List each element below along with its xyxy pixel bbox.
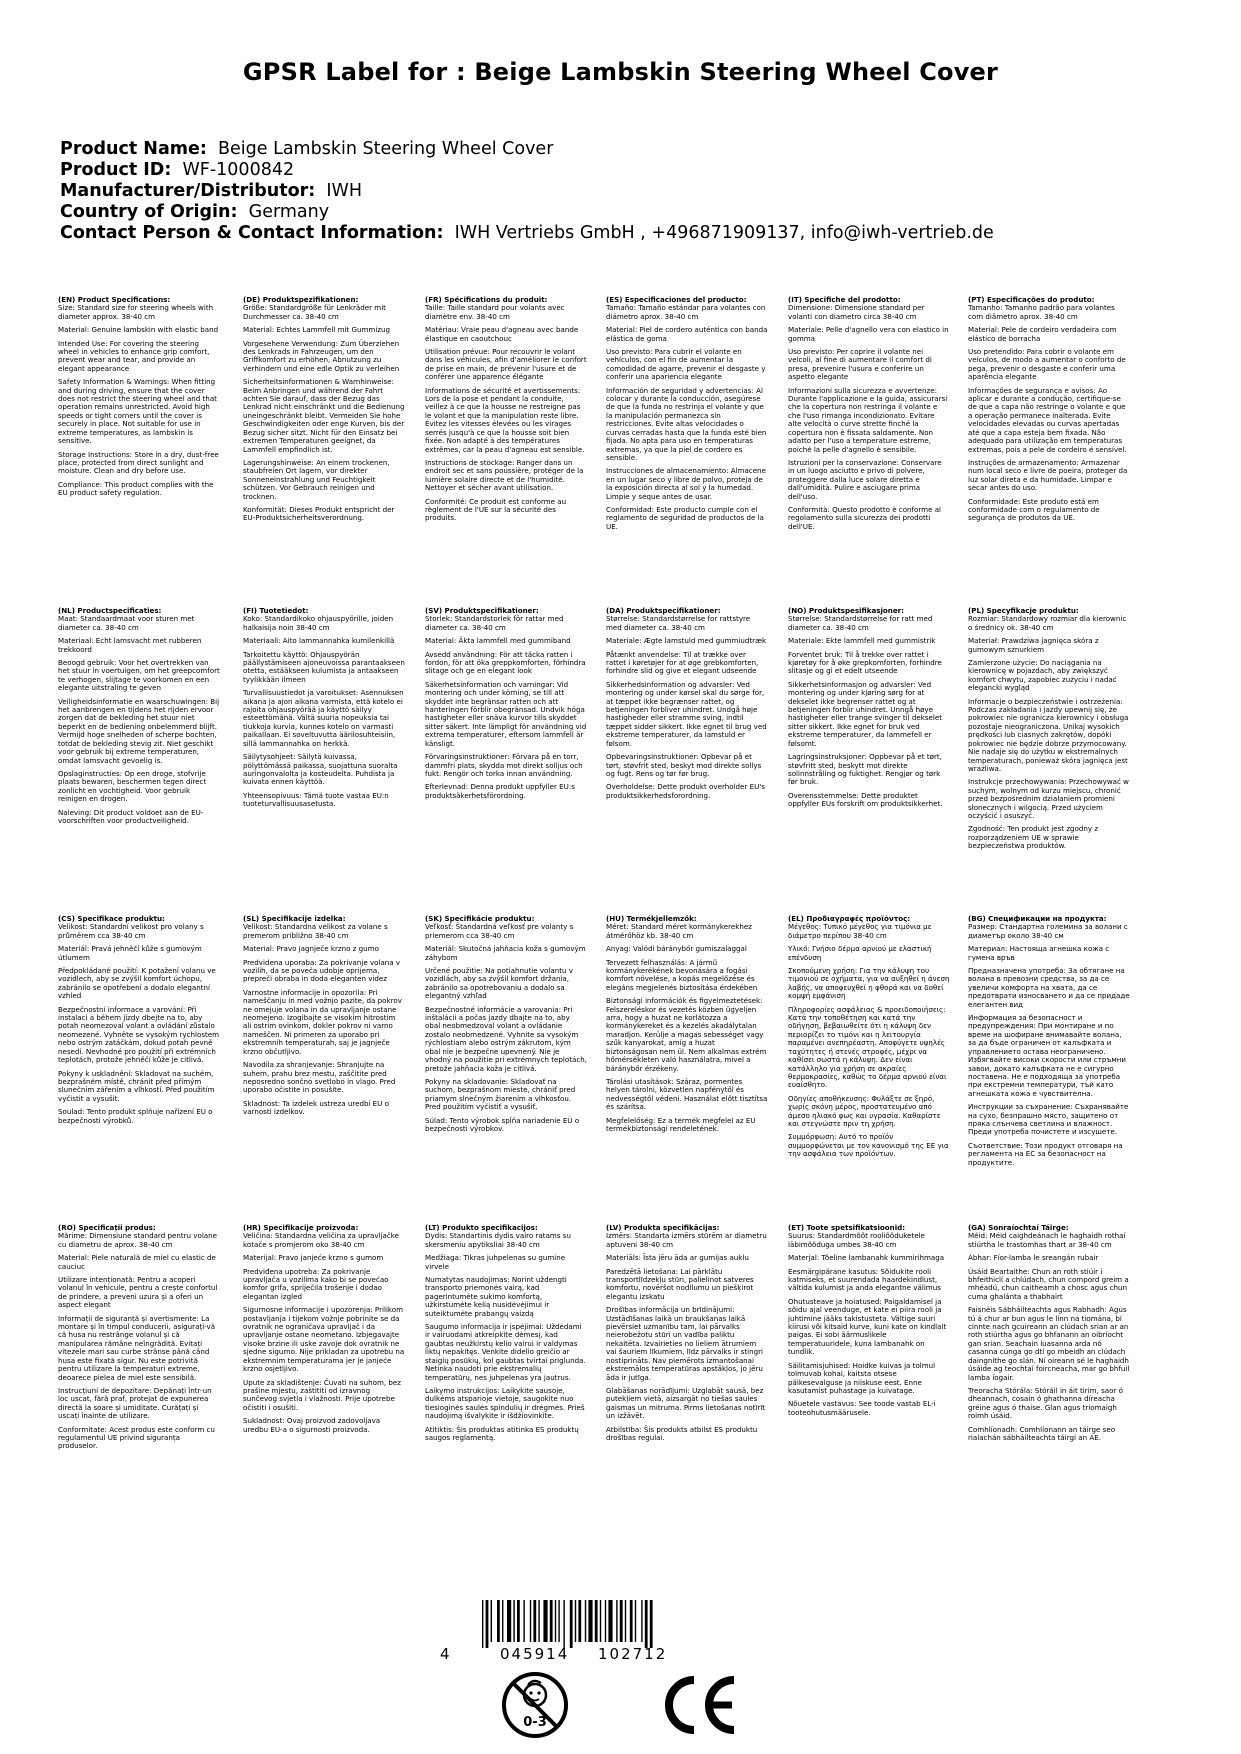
spec-paragraph: Eesmärgipärane kasutus: Sõidukite rooli katmiseks, et suurendada haardekindlust, vältida kulumist ja anda elegantne välimus bbox=[788, 1266, 941, 1293]
spec-paragraph: Instruções de armazenamento: Armazenar num local seco e livre de poeira, proteger da luz solar direta e da humidade. Limpar e secar antes do uso. bbox=[968, 457, 1128, 493]
spec-block-heading: (DE) Produktspezifikationen: bbox=[243, 296, 359, 304]
spec-paragraph: Materijal: Pravo janjeće krzno s gumom bbox=[243, 1253, 384, 1263]
spec-paragraph: Conformidade: Este produto está em conformidade com o regulamento de segurança de produtos da UE. bbox=[968, 496, 1100, 523]
spec-paragraph: Informazioni sulla sicurezza e avvertenze: Durante l'applicazione e la guida, assicurarsi che la copertura non restringa il volante e che l'uso rimanga incondizionato. Evitare alte velocità o curve strette finché la copertura non è fissata saldamente. Non adatto per l'uso a temperature estreme, poiché la pelle d'agnello è sensibile. bbox=[788, 385, 948, 454]
spec-paragraph: Tamanho: Tamanho padrão para volantes com diâmetro aprox. 38-40 cm bbox=[968, 303, 1115, 321]
spec-paragraph: Materiale: Pelle d'agnello vera con elastico in gomma bbox=[788, 325, 949, 343]
spec-paragraph: Storlek: Standardstorlek för rattar med diameter ca. 38-40 cm bbox=[425, 614, 564, 632]
spec-block bbox=[58, 607, 220, 830]
spec-paragraph: Soulad: Tento produkt splňuje nařízení EU o bezpečnosti výrobků. bbox=[58, 1107, 213, 1125]
spec-paragraph: Bezpečnostní informace a varování: Při instalaci a během jízdy dbejte na to, aby potah neomezoval volant a ovládání zůstalo neomezené. Vyhněte se vysokým rychlostem nebo ostrým zatáčkám, dokud potah pevně nesedí. Nevhodné pro použití při extrémních teplotách, protože jehněčí kůže je citlivá. bbox=[58, 1004, 220, 1065]
barcode-digit-prefix: 4 bbox=[440, 1645, 450, 1663]
spec-block bbox=[58, 915, 220, 1130]
spec-paragraph: Uso previsto: Para cubrir el volante en vehículos, con el fin de aumentar la comodidad de agarre, prevenir el desgaste y conferir una apariencia elegante bbox=[606, 347, 766, 382]
spec-paragraph: Informații de siguranță și avertismente: La montare și în timpul conducerii, asigurați-vă că husa nu restrânge volanul și că manipularea rămâne neîngrădită. Evitați vitezele mari sau curbe strânse până când husa este fixată sigur. Nu este potrivită pentru utilizare la temperaturi extreme, deoarece pielea de miel este sensibilă. bbox=[58, 1313, 216, 1382]
spec-paragraph: Comhlíonadh: Comhlíonann an táirge seo rialachán sábháilteachta táirgí an AE. bbox=[968, 1424, 1116, 1442]
spec-block-heading: (FI) Tuotetiedot: bbox=[243, 607, 309, 615]
spec-paragraph: Beoogd gebruik: Voor het overtrekken van het stuur in voertuigen, om het greepcomfort te verhogen, slijtage te voorkomen en een elegante uitstraling te geven bbox=[58, 658, 220, 693]
spec-paragraph: Storage Instructions: Store in a dry, dust-free place, protected from direct sunlight and moisture. Clean and dry before use. bbox=[58, 449, 219, 476]
spec-paragraph: Dimensione: Dimensione standard per volanti con diametro circa 38-40 cm bbox=[788, 303, 925, 321]
spec-paragraph: Varnostne informacije in opozorila: Pri nameščanju in med vožnjo pazite, da pokrov ne omejuje volana in da upravljanje ostane neomejeno. Izogibajte se visokim hitrostim ali ostrim ovinkom, dokler pokrov ni varno nameščen. Ni primeren za uporabo pri ekstremnih temperaturah, saj je jagnječe krzno občutljivo. bbox=[243, 987, 402, 1056]
spec-block bbox=[968, 1224, 1130, 1447]
spec-block-heading: (SV) Produktspecifikationer: bbox=[425, 607, 539, 615]
spec-paragraph: Instructions de stockage: Ranger dans un endroit sec et sans poussière, protéger de la lumière solaire directe et de l'humidité. Nettoyer et sécher avant utilisation. bbox=[425, 457, 584, 493]
spec-paragraph: Υλικό: Γνήσιο δέρμα αρνιού με ελαστική επένδυση bbox=[788, 944, 932, 962]
spec-paragraph: Información de seguridad y advertencias: Al colocar y durante la conducción, asegúrese de que la funda no restrinja el volante y que la manipulación permanezca sin restricciones. Evite altas velocidades o curvas cerradas hasta que la funda esté bien fijada. No apta para uso en temperaturas extremas, ya que la piel de cordero es sensible. bbox=[606, 385, 767, 462]
spec-block bbox=[968, 915, 1130, 1172]
spec-paragraph: Opslaginstructies: Op een droge, stofvrije plaats bewaren, beschermen tegen direct zonlicht en vochtigheid. Voor gebruik reinigen en drogen. bbox=[58, 768, 207, 804]
contact-row: Contact Person & Contact Information: IWH Vertriebs GmbH , +496871909137, info@iwh-vertrieb.de bbox=[60, 223, 994, 243]
spec-paragraph: Istruzioni per la conservazione: Conservare in un luogo asciutto e privo di polvere, proteggere dalla luce solare diretta e dall'umidità. Pulire e asciugare prima dell'uso. bbox=[788, 457, 942, 501]
spec-paragraph: Určené použitie: Na potiahnutie volantu v vozidlách, aby sa zvýšil komfort držania, zabránilo sa opotrebovaniu a dodalo sa elegantný vzhľad bbox=[425, 966, 573, 1001]
spec-paragraph: Veiligheidsinformatie en waarschuwingen: Bij het aanbrengen en tijdens het rijden ervoor zorgen dat de bekleding het stuur niet beperkt en de bediening onbelemmerd blijft. Vermijd hoge snelheden of scherpe bochten, totdat de bekleding stevig zit. Niet geschikt voor gebruik bij extreme temperaturen, omdat lamsvacht gevoelig is. bbox=[58, 696, 220, 765]
spec-paragraph: Οδηγίες αποθήκευσης: Φυλάξτε σε ξηρό, χωρίς σκόνη μέρος, προστατευμένο από άμεσο ηλιακό φως και υγρασία. Καθαρίστε και στεγνώστε πριν τη χρήση. bbox=[788, 1093, 941, 1128]
spec-paragraph: Σκοπούμενη χρήση: Για την κάλυψη του τιμονιού σε οχήματα, για να αυξηθεί η άνεση λαβής, να αποφευχθεί η φθορά και να δοθεί κομψή εμφάνιση bbox=[788, 966, 950, 1001]
spec-paragraph: Πληροφορίες ασφάλειας & προειδοποιήσεις: Κατά την τοποθέτηση και κατά την οδήγηση, βεβαιωθείτε ότι η κάλυψη δεν περιορίζει το τιμόνι και η λειτουργία παραμένει ανεπηρέαστη. Αποφύγετε υψηλές ταχύτητες ή στενές στροφές, μέχρι να καθίσει σωστά η κάλυψη. Δεν είναι κατάλληλο για χρήση σε ακραίες θερμοκρασίες, καθώς το δέρμα αρνιού είναι ευαίσθητο. bbox=[788, 1004, 947, 1090]
spec-block-heading: (LT) Produkto specifikacijos: bbox=[425, 1224, 538, 1232]
spec-paragraph: Paredzētā lietošana: Lai pārklātu transportlīdzekļu stūri, palielinot satveres komfortu, novēršot nodilumu un piešķirot elegantu izskatu bbox=[606, 1266, 754, 1301]
age-warning-icon bbox=[500, 1668, 570, 1743]
spec-block-heading: (EL) Προδιαγραφές προϊόντος: bbox=[788, 915, 911, 923]
spec-paragraph: Material: Genuine lambskin with elastic band bbox=[58, 325, 219, 335]
spec-paragraph: Instrucțiuni de depozitare: Depănați într-un loc uscat, fără praf, protejat de expunerea directă la soare și umiditate. Curățați și uscați înainte de utilizare. bbox=[58, 1385, 212, 1421]
spec-paragraph: Úsáid Beartaithe: Chun an roth stiúir i bhfeithiclí a chlúdach, chun compord greim a mhéadú, chun caitheamh a chosc agus chun cuma ghalánta a thabhairt bbox=[968, 1266, 1129, 1301]
spec-paragraph: Sigurnosne informacije i upozorenja: Prilikom postavljanja i tijekom vožnje pobrinite se da ovratnik ne ograničava upravljač i da upravljanje ostane neometano. Izbjegavajte visoke brzine ili uske zavoje dok ovratnik ne sjedne sigurno. Nije prikladan za upotrebu na ekstremnim temperaturama jer je janjeće krzno osjetljivo. bbox=[243, 1305, 405, 1374]
spec-block bbox=[606, 1224, 768, 1447]
spec-paragraph: Materiāls: Īsta jēru āda ar gumijas auklu bbox=[606, 1253, 749, 1263]
spec-block-heading: (RO) Specificații produs: bbox=[58, 1224, 156, 1232]
spec-block bbox=[968, 607, 1130, 856]
spec-paragraph: Instrucciones de almacenamiento: Almacene en un lugar seco y libre de polvo, proteja de la exposición directa al sol y la humedad. Limpie y seque antes de usar. bbox=[606, 466, 766, 501]
spec-block-heading: (SL) Specifikacije izdelka: bbox=[243, 915, 346, 923]
spec-block-heading: (BG) Спецификации на продукта: bbox=[968, 915, 1107, 923]
ce-mark-icon bbox=[660, 1668, 740, 1743]
spec-block bbox=[58, 296, 220, 503]
spec-paragraph: Veľkosť: Štandardná veľkosť pre volanty s priemerom cca 38-40 cm bbox=[425, 922, 574, 940]
spec-block-heading: (IT) Specifiche del prodotto: bbox=[788, 296, 901, 304]
spec-paragraph: Material: Echtes Lammfell mit Gummizug bbox=[243, 325, 391, 335]
spec-paragraph: Overholdelse: Dette produkt overholder EU's produktsikkerhedsforordning. bbox=[606, 782, 765, 800]
spec-block-heading: (NO) Produktspesifikasjoner: bbox=[788, 607, 904, 615]
spec-paragraph: Material: Äkta lammfell med gummiband bbox=[425, 636, 571, 646]
spec-paragraph: Biztonsági információk és figyelmeztetések: Felszereléskor és vezetés közben ügyeljen arra, hogy a huzat ne korlátozza a kormánykereket és a kezelés akadálytalan maradjon. Kerülje a magas sebességet vagy szűk kanyarokat, amíg a huzat biztonságosan nem ül. Nem alkalmas extrém hőmérsékleten való használatra, mivel a báránybőr érzékeny. bbox=[606, 996, 767, 1073]
spec-paragraph: Материал: Настояща агнешка кожа с гумена връв bbox=[968, 944, 1110, 962]
spec-block-heading: (LV) Produkta specifikācijas: bbox=[606, 1224, 720, 1232]
spec-paragraph: Conformité: Ce produit est conforme au règlement de l'UE sur la sécurité des produits. bbox=[425, 496, 567, 523]
spec-block-heading: (FR) Spécifications du produit: bbox=[425, 296, 548, 304]
spec-paragraph: Rozmiar: Standardowy rozmiar dla kierownic o średnicy ok. 38-40 cm bbox=[968, 614, 1127, 632]
spec-paragraph: Megfelelőség: Ez a termék megfelel az EU termékbiztonsági rendeletének. bbox=[606, 1115, 756, 1133]
spec-paragraph: Informations de sécurité et avertissements: Lors de la pose et pendant la conduite, veillez à ce que la housse ne restreigne pas le volant et que la manipulation reste libre. Évitez les vitesses élevées ou les virages serrés jusqu'à ce que la housse soit bien fixée. Non adapté à des températures extrêmes, car la peau d'agneau est sensible. bbox=[425, 385, 585, 454]
spec-paragraph: Materiale: Ekte lammfell med gummistrik bbox=[788, 636, 936, 646]
spec-paragraph: Navodila za shranjevanje: Shranjujte na suhem, prahu brez mestu, zaščitite pred neposredno sončno svetlobo in vlago. Pred uporabo očistite in posušite. bbox=[243, 1060, 396, 1095]
spec-paragraph: Размер: Стандартна големина за волани с диаметър около 38-40 см bbox=[968, 922, 1128, 940]
spec-paragraph: Lagerungshinweise: An einem trockenen, staubfreien Ort lagern, vor direkter Sonneneinstrahlung und Feuchtigkeit schützen. Vor Gebrauch reinigen und trocknen. bbox=[243, 457, 390, 501]
barcode-digits-left: 045914 bbox=[500, 1645, 570, 1663]
spec-paragraph: Maat: Standaardmaat voor sturen met diameter ca. 38-40 cm bbox=[58, 614, 195, 632]
spec-block-heading: (CS) Specifikace produktu: bbox=[58, 915, 165, 923]
spec-paragraph: Størrelse: Standardstørrelse for rattstyre med diameter ca. 38-40 cm bbox=[606, 614, 751, 632]
spec-paragraph: Velikost: Standardní velikost pro volany s průměrem cca 38-40 cm bbox=[58, 922, 204, 940]
spec-paragraph: Sicherheitsinformationen & Warnhinweise: Beim Anbringen und während der Fahrt achten Sie darauf, dass der Bezug das Lenkrad nicht einschränkt und die Bedienung uneingeschränkt bleibt. Vermeiden Sie hohe Geschwindigkeiten oder enge Kurven, bis der Bezug sicher sitzt. Nicht für den Einsatz bei extremen Temperaturen geeignet, da Lammfell empfindlich ist. bbox=[243, 377, 405, 454]
spec-paragraph: Safety Information & Warnings: When fitting and during driving, ensure that the cover does not restrict the steering wheel and that operation remains unrestricted. Avoid high speeds or tight corners until the cover is securely in place. Not suitable for use in extreme temperatures, as lambskin is sensitive. bbox=[58, 377, 217, 446]
spec-paragraph: Compliance: This product complies with the EU product safety regulation. bbox=[58, 479, 214, 498]
spec-paragraph: Conformitate: Acest produs este conform cu regulamentul UE privind siguranța produselor. bbox=[58, 1424, 215, 1451]
product-name-row: Product Name: Beige Lambskin Steering Wheel Cover bbox=[60, 139, 554, 159]
barcode bbox=[480, 1600, 690, 1648]
spec-paragraph: Matériau: Vraie peau d'agneau avec bande élastique en caoutchouc bbox=[425, 325, 579, 343]
spec-paragraph: Avsedd användning: För att täcka ratten i fordon, för att öka greppkomforten, förhindra slitage och ge en elegant look bbox=[425, 649, 586, 676]
spec-block bbox=[968, 296, 1130, 528]
spec-paragraph: Utilisation prévue: Pour recouvrir le volant dans les véhicules, afin d'améliorer le confort de prise en main, de prévenir l'usure et de conférer une apparence élégante bbox=[425, 347, 587, 382]
spec-paragraph: Upute za skladištenje: Čuvati na suhom, bez prašine mjestu, zaštititi od izravnog sunčevog svjetla i vlažnosti. Prije upotrebe očistiti i osušiti. bbox=[243, 1377, 401, 1412]
spec-paragraph: Zamierzone użycie: Do naciągania na kierownicę w pojazdach, aby zwiększyć komfort chwytu, zapobiec zużyciu i nadać elegancki wygląd bbox=[968, 658, 1117, 693]
spec-paragraph: Méid: Méid caighdeánach le haghaidh rothaí stiúrtha le trastomhas thart ar 38-40 cm bbox=[968, 1231, 1126, 1249]
spec-paragraph: Nõuetele vastavus: See toode vastab EL-i tooteohutusmäärusele. bbox=[788, 1399, 936, 1417]
spec-paragraph: Opbevaringsinstruktioner: Opbevar på et tørt, støvfrit sted, beskyt mod direkte sollys og fugt. Rens og tør før brug. bbox=[606, 752, 762, 778]
spec-block-heading: (GA) Sonraíochtaí Táirge: bbox=[968, 1224, 1069, 1232]
spec-paragraph: Suurus: Standardmõõt rooliõõduketele läbimõõduga umbes 38-40 cm bbox=[788, 1231, 925, 1249]
spec-paragraph: Bezpečnostné informácie a varovania: Pri inštalácii a počas jazdy dbajte na to, aby obal neobmedzoval volant a ovládanie zostalo neobmedzené. Vyhnite sa vysokým rýchlostiam alebo ostrým zákrutom, kým obal nie je bezpečne upevnený. Nie je vhodný na použitie pri extrémnych teplotách, pretože jahňacia koža je citlivá. bbox=[425, 1004, 587, 1073]
spec-block bbox=[425, 1224, 587, 1447]
spec-paragraph: Overensstemmelse: Dette produktet oppfyller EUs forskrift om produktsikkerhet. bbox=[788, 790, 943, 809]
spec-block bbox=[788, 296, 950, 536]
spec-block-heading: (ES) Especificaciones del producto: bbox=[606, 296, 747, 304]
spec-paragraph: Förvaringsinstruktioner: Förvara på en torr, dammfri plats, skydda mot direkt solljus och fukt. Rengör och torka innan användning. bbox=[425, 752, 583, 778]
spec-paragraph: Säkerhetsinformation och varningar: Vid montering och under körning, se till att skyddet inte begränsar ratten och att hanteringen förblir obegränsad. Undvik höga hastigheter eller snäva kurvor tills skyddet sitter säkert. Inte lämpligt för användning vid extrema temperaturer, eftersom lammfell är känsligt. bbox=[425, 679, 587, 748]
spec-paragraph: Súlad: Tento výrobok spĺňa nariadenie EÚ o bezpečnosti výrobkov. bbox=[425, 1115, 580, 1133]
spec-paragraph: Informações de segurança e avisos: Ao aplicar e durante a condução, certifique-se de que a capa não restringe o volante e que a operação permanece inalterada. Evite velocidades elevadas ou curvas apertadas até que a capa esteja bem fixada. Não adequado para utilização em temperaturas extremas, pois a pele de cordeiro é sensível. bbox=[968, 385, 1127, 454]
spec-paragraph: Tamaño: Tamaño estándar para volantes con diámetro aprox. 38-40 cm bbox=[606, 303, 766, 321]
spec-paragraph: Materiał: Prawdziwa jagnięca skóra z gumowym sznurkiem bbox=[968, 636, 1099, 654]
spec-paragraph: Lagringsinstruksjoner: Oppbevar på et tørt, støvfritt sted, beskytt mot direkte solinnstråling og fuktighet. Rengjør og tørk før bruk. bbox=[788, 752, 942, 787]
spec-paragraph: Efterlevnad: Denna produkt uppfyller EU:s produktsäkerhetsförordning. bbox=[425, 782, 575, 800]
spec-paragraph: Faisnéis Sábháilteachta agus Rabhadh: Agus tú á chur ar bun agus le linn na tiomána, bí cinnte nach gcuireann an clúdach srian ar an roth stiúrtha agus go bhfanann an oibríocht gan srian. Seachain luasanna arda nó casanna cúnga go dtí go mbeidh an clúdach daingnithe go slán. Ní oireann sé le haghaidh úsáide ag teochtaí foircneacha, mar go bhfuil lamba íogair. bbox=[968, 1305, 1130, 1382]
spec-paragraph: Yhteensopivuus: Tämä tuote vastaa EU:n tuoteturvallisuusasetusta. bbox=[243, 790, 389, 809]
spec-paragraph: Materiaal: Echt lamsvacht met rubberen trekkoord bbox=[58, 636, 202, 654]
spec-block-heading: (PT) Especificações do produto: bbox=[968, 296, 1095, 304]
spec-paragraph: Utilizare intenționată: Pentru a acoperi volanul în vehicule, pentru a crește confortul de prindere, a preveni uzura și a oferi un aspect elegant bbox=[58, 1275, 218, 1310]
spec-paragraph: Съответствие: Този продукт отговаря на регламента на ЕС за безопасност на продуктите. bbox=[968, 1140, 1123, 1167]
spec-paragraph: Materjal: Tõeline lambanahk kummirihmaga bbox=[788, 1253, 945, 1263]
spec-paragraph: Glabāšanas norādījumi: Uzglabāt sausā, bez putekļiem vietā, aizsargāt no tiešas saules gaismas un mitruma. Pirms lietošanas notīrīt un izžāvēt. bbox=[606, 1385, 766, 1421]
spec-paragraph: Materiale: Ægte lamstuld med gummiudtræk bbox=[606, 636, 767, 646]
spec-paragraph: Anyag: Valódi báránybőr gumiszalaggal bbox=[606, 944, 747, 954]
page-title: GPSR Label for : Beige Lambskin Steering Wheel Cover bbox=[242, 58, 999, 86]
spec-block-heading: (NL) Productspecificaties: bbox=[58, 607, 162, 615]
spec-block-heading: (ET) Toote spetsifikatsioonid: bbox=[788, 1224, 906, 1232]
spec-block bbox=[788, 915, 950, 1164]
spec-paragraph: Instrukcje przechowywania: Przechowywać w suchym, wolnym od kurzu miejscu, chronić przed bezpośrednim działaniem promieni słonecznych i wilgocią. Przed użyciem oczyścić i osuszyć. bbox=[968, 777, 1129, 820]
spec-paragraph: Sikkerhetsinformasjon og advarsler: Ved montering og under kjøring sørg for at dekselet ikke begrenser rattet og at betjeningen forblir uhindret. Unngå høye hastigheter eller trange svinger til dekselet sitter sikkert. Ikke egnet for bruk ved ekstreme temperaturer, da lammefell er følsomt. bbox=[788, 679, 943, 748]
barcode-digits-right: 102712 bbox=[598, 1645, 668, 1663]
spec-paragraph: Intended Use: For covering the steering wheel in vehicles to enhance grip comfort, prevent wear and tear, and provide an elegant appearance bbox=[58, 338, 210, 373]
spec-paragraph: Информация за безопасност и предупреждения: При монтиране и по време на шофиране внимавайте волана, за да бъде ограничен от калъфката и управлението остава неограничено. Избягвайте високи скорости или стръмни завои, докато калъфката не е сигурно поставена. Не е подходяща за употреба при екстремни температури, тъй като агнешката кожа е чувствителна. bbox=[968, 1013, 1126, 1098]
spec-paragraph: Předpokládané použití: K potažení volanu ve vozidlech, aby se zvýšil komfort úchopu, zabránilo se opotřebení a dodalo elegantní vzhled bbox=[58, 966, 216, 1001]
spec-paragraph: Material: Piel de cordero auténtica con banda elástica de goma bbox=[606, 325, 768, 343]
spec-paragraph: Tárolási utasítások: Száraz, pormentes helyen tárolni, közvetlen napfénytől és nedvességtől védeni. Használat előtt tisztítsa és szárítsa. bbox=[606, 1076, 768, 1112]
spec-paragraph: Informacje o bezpieczeństwie i ostrzeżenia: Podczas zakładania i jazdy upewnij się, że pokrowiec nie ogranicza kierownicy i obsługa pozostaje nieograniczona. Unikaj wysokich prędkości lub ciasnych zakrętów, dopóki pokrowiec nie będzie dobrze przymocowany. Nie nadaje się do użytku w ekstremalnych temperaturach, ponieważ skóra jagnięca jest wrażliwa. bbox=[968, 696, 1129, 773]
spec-paragraph: Predvidena uporaba: Za pokrivanje volana v vozilih, da se poveča udobje oprijema, prepreči obraba in doda eleganten videz bbox=[243, 957, 401, 984]
spec-paragraph: Medžiaga: Tikras juhpelenas su gumine virvele bbox=[425, 1253, 566, 1271]
spec-paragraph: Veličina: Standardna veličina za upravljačke kotače s promjerom oko 38-40 cm bbox=[243, 1231, 400, 1249]
manufacturer-row: Manufacturer/Distributor: IWH bbox=[60, 181, 362, 201]
spec-paragraph: Conformità: Questo prodotto è conforme al regolamento sulla sicurezza dei prodotti dell'UE. bbox=[788, 504, 942, 531]
spec-paragraph: Säilytysohjeet: Säilytä kuivassa, pölyttömässä paikassa, suojattuna suoralta auringonvalolta ja kosteudelta. Puhdista ja kuivata ennen käyttöä. bbox=[243, 752, 398, 787]
spec-paragraph: Velikost: Standardna velikost za volane s premerom približno 38-40 cm bbox=[243, 922, 388, 940]
spec-block bbox=[243, 915, 405, 1122]
spec-paragraph: Größe: Standardgröße für Lenkräder mit Durchmesser ca. 38-40 cm bbox=[243, 303, 386, 321]
spec-block bbox=[425, 607, 587, 805]
spec-paragraph: Atbilstība: Šis produkts atbilst ES produktu drošības regulai. bbox=[606, 1424, 758, 1442]
spec-block bbox=[243, 296, 405, 528]
spec-paragraph: Koko: Standardikoko ohjauspyörille, joiden halkaisija noin 38-40 cm bbox=[243, 614, 394, 632]
spec-paragraph: Tarkoitettu käyttö: Ohjauspyörän päällystämiseen ajoneuvoissa parantaakseen otetta, estääkseen kulumista ja antaakseen tyylikkään ilmeen bbox=[243, 649, 405, 684]
spec-block bbox=[606, 296, 768, 536]
spec-block bbox=[606, 607, 768, 805]
spec-paragraph: Numatytas naudojimas: Norint uždengti transporto priemonės vairą, kad pagerintumėte sukimo komfortą, užkirstumėte kelią nusidėvėjimui ir suteiktumėte prabangų vaizdą bbox=[425, 1275, 567, 1318]
product-id-row: Product ID: WF-1000842 bbox=[60, 160, 295, 180]
spec-block-heading: (SK) Špecifikácie produktu: bbox=[425, 915, 535, 923]
spec-block bbox=[243, 607, 405, 814]
spec-paragraph: Sukladnost: Ovaj proizvod zadovoljava uredbu EU-a o sigurnosti proizvoda. bbox=[243, 1416, 381, 1434]
spec-paragraph: Säilitamisjuhised: Hoidke kuivas ja tolmul tolmuvab kohal, kaitsta otsese päikesevalguse ja niiskuse eest. Enne kasutamist puhastage ja kuivatage. bbox=[788, 1360, 936, 1395]
spec-paragraph: Инструкции за съхранение: Съхранявайте на сухо, безпрашно място, защитено от пряка слънчева светлина и влажност. Преди употреба почистете и изсушете. bbox=[968, 1102, 1129, 1137]
spec-paragraph: Saugumo informacija ir įspėjimai: Uždėdami ir vairuodami atkreipkite dėmesį, kad gaubtas neužkirstų kelio vairui ir valdymas liktų nepakitęs. Venkite didelio greičio ar staigių posūkių, kol gaubtas tvirtai priglunda. Netinka naudoti prie ekstremalių temperatūrų, nes juhpelenas yra jautrus. bbox=[425, 1322, 586, 1382]
spec-paragraph: Material: Pravo jagnječe krzno z gumo bbox=[243, 944, 379, 954]
spec-paragraph: Mărime: Dimensiune standard pentru volane cu diametru de aprox. 38-40 cm bbox=[58, 1231, 218, 1249]
spec-paragraph: Forventet bruk: Til å trekke over rattet i kjøretøy for å øke grepkomforten, forhindre slitasje og gi et edelt utseende bbox=[788, 649, 942, 676]
spec-paragraph: Size: Standard size for steering wheels with diameter approx. 38-40 cm bbox=[58, 303, 214, 321]
spec-block bbox=[788, 607, 950, 814]
spec-block bbox=[425, 296, 587, 528]
spec-paragraph: Turvallisuustiedot ja varoitukset: Asennuksen aikana ja ajon aikana varmista, että kotelo ei rajoita ohjauspyörää ja käyttö säilyy esteettömänä. Vältä suuria nopeuksia tai tiukkoja kurvia, kunnes kotelo on varmasti paikallaan. Ei soveltuvutta äärilosuhteisiin, sillä lammannahka on herkkä. bbox=[243, 688, 404, 748]
spec-paragraph: Laikymo instrukcijos: Laikykite sausoje, dulkėms atsparioje vietoje, saugokite nuo tiesioginės saulės spindulių ir drėgmės. Prieš naudojimą išvalykite ir išdžiovinkite. bbox=[425, 1385, 585, 1421]
spec-block bbox=[425, 915, 587, 1138]
spec-paragraph: Skladnost: Ta izdelek ustreza uredbi EU o varnosti izdelkov. bbox=[243, 1098, 389, 1117]
spec-block-heading: (EN) Product Specifications: bbox=[58, 296, 171, 304]
spec-paragraph: Størrelse: Standardstørrelse for ratt med diameter ca. 38-40 cm bbox=[788, 614, 933, 632]
country-row: Country of Origin: Germany bbox=[60, 202, 330, 222]
spec-block-heading: (HU) Termékjellemzők: bbox=[606, 915, 697, 923]
spec-paragraph: Konformität: Dieses Produkt entspricht der EU-Produktsicherheitsverordnung. bbox=[243, 504, 395, 523]
spec-paragraph: Uso pretendido: Para cobrir o volante em veículos, de modo a aumentar o conforto de pega, prevenir o desgaste e conferir uma aparência elegante bbox=[968, 347, 1126, 382]
spec-paragraph: Μέγεθος: Τυπικό μέγεθος για τιμόνια με διάμετρο περίπου 38-40 cm bbox=[788, 922, 932, 940]
spec-paragraph: Material: Piele naturală de miel cu elastic de cauciuc bbox=[58, 1253, 216, 1271]
svg-text:0-3: 0-3 bbox=[523, 1715, 547, 1730]
spec-paragraph: Vorgesehene Verwendung: Zum Überziehen des Lenkrads in Fahrzeugen, um den Griffkomfort zu erhöhen, Abnutzung zu verhindern und eine edle Optik zu verleihen bbox=[243, 338, 400, 373]
spec-paragraph: Materiál: Pravá jehněčí kůže s gumovým útlumem bbox=[58, 944, 202, 962]
spec-paragraph: Uso previsto: Per coprire il volante nei veicoli, al fine di aumentare il comfort di presa, prevenire l'usura e conferire un aspetto elegante bbox=[788, 347, 932, 382]
spec-block bbox=[243, 1224, 405, 1439]
spec-paragraph: Atitiktis: Šis produktas atitinka ES produktų saugos reglamentą. bbox=[425, 1424, 579, 1442]
spec-block-heading: (DA) Produktspecifikationer: bbox=[606, 607, 721, 615]
spec-paragraph: Påtænkt anvendelse: Til at trække over rattet i køretøjer for at øge grebkomforten, forhindre slid og give et elegant udseende bbox=[606, 649, 759, 676]
spec-block bbox=[58, 1224, 220, 1456]
spec-paragraph: Méret: Standard méret kormánykerekhez átmérőhöz kb. 38-40 cm bbox=[606, 922, 752, 940]
product-info bbox=[60, 139, 994, 244]
spec-block-heading: (HR) Specifikacije proizvoda: bbox=[243, 1224, 359, 1232]
spec-paragraph: Materiaali: Aito lammannahka kumilenkillä bbox=[243, 636, 395, 646]
spec-paragraph: Conformidad: Este producto cumple con el reglamento de seguridad de productos de la UE. bbox=[606, 504, 764, 531]
spec-paragraph: Ohutusteave ja hoiatused: Paigaldamisel ja sõidu ajal veenduge, et kate ei piira rooli ja juhtimine jääks takistusteta. Vältige suuri kiirusi või kitsaid kurve, kuni kate on kindlalt paigas. Ei sobi äärmuslikele temperatuuridele, kuna lambanahk on tundlik. bbox=[788, 1296, 947, 1357]
spec-paragraph: Treoracha Stórála: Stóráil in áit tirim, saor ó dheannach, cosain ó ghathanna díreacha gréine agus ó thaise. Glan agus triomaigh roimh úsáid. bbox=[968, 1385, 1123, 1421]
spec-block-heading: (PL) Specyfikacje produktu: bbox=[968, 607, 1079, 615]
spec-block bbox=[606, 915, 768, 1138]
spec-paragraph: Tervezett felhasználás: A jármű kormánykerékének bevonására a fogási komfort növelése, a kopás megelőzése és elegáns megjelenés biztosítása érdekében bbox=[606, 957, 758, 992]
spec-block bbox=[788, 1224, 950, 1422]
spec-paragraph: Predviđena upotreba: Za pokrivanje upravljača u vozilima kako bi se povećao komfor grifa, spriječila trošenje i dodao elegantan izgled bbox=[243, 1266, 389, 1301]
spec-paragraph: Dydis: Standartinis dydis vairo ratams su skersmeniu apytiksliai 38-40 cm bbox=[425, 1231, 571, 1249]
spec-paragraph: Izmērs: Standarta izmērs stūrēm ar diametru aptuveni 38-40 cm bbox=[606, 1231, 767, 1249]
spec-paragraph: Materiál: Skutočná jahňacia koža s gumovým záhybom bbox=[425, 944, 586, 962]
spec-paragraph: Pokyny na skladovanie: Skladovať na suchom, bezprašnom mieste, chrániť pred priamym slnečným žiarením a vlhkosťou. Pred použitím vyčistiť a vysušiť. bbox=[425, 1076, 576, 1112]
spec-paragraph: Ábhar: Fíor-lamba le sreangán rubair bbox=[968, 1253, 1099, 1263]
spec-paragraph: Material: Pele de cordeiro verdadeira com elástico de borracha bbox=[968, 325, 1117, 343]
spec-paragraph: Drošības informācija un brīdinājumi: Uzstādīšanas laikā un braukšanas laikā pievērsiet uzmanību tam, lai pārvalks neierobežotu stūri un vadība paliktu nekaitēta. Izvairieties no lieliem ātrumiem vai šauriem līkumiem, līdz pārvalks ir stingri nostiprināts. Nav piemērots izmantošanai ekstremālos temperatūras apstākļos, jo jēru āda ir jutīga. bbox=[606, 1305, 763, 1382]
spec-paragraph: Taille: Taille standard pour volants avec diamètre env. 38-40 cm bbox=[425, 303, 565, 321]
spec-paragraph: Συμμόρφωση: Αυτό το προϊόν συμμορφώνεται με τον κανονισμό της ΕΕ για την ασφάλεια των προϊόντων. bbox=[788, 1132, 949, 1159]
spec-paragraph: Sikkerhedsinformation og advarsler: Ved montering og under kørsel skal du sørge for, at tæppet ikke begrænser rattet, og betjeningen forbliver uhindret. Undgå høje hastigheder eller stramme sving, indtil tæppet sidder sikkert. Ikke egnet til brug ved ekstreme temperaturer, da lamstuld er følsom. bbox=[606, 679, 767, 748]
spec-paragraph: Naleving: Dit product voldoet aan de EU-voorschriften voor productveiligheid. bbox=[58, 807, 204, 825]
spec-paragraph: Zgodność: Ten produkt jest zgodny z rozporządzeniem UE w sprawie bezpieczeństwa produktów. bbox=[968, 824, 1099, 851]
spec-paragraph: Предназначена употреба: За обтягане на волана в превозни средства, за да се увеличи комфорта на хвата, да се предотврати износването и да се придаде елегантен вид bbox=[968, 966, 1130, 1009]
spec-paragraph: Pokyny k uskladnění: Skladovat na suchém, bezprašném místě, chránit před přímým slunečním zářením a vlhkostí. Před použitím vyčistit a vysušit. bbox=[58, 1068, 215, 1103]
